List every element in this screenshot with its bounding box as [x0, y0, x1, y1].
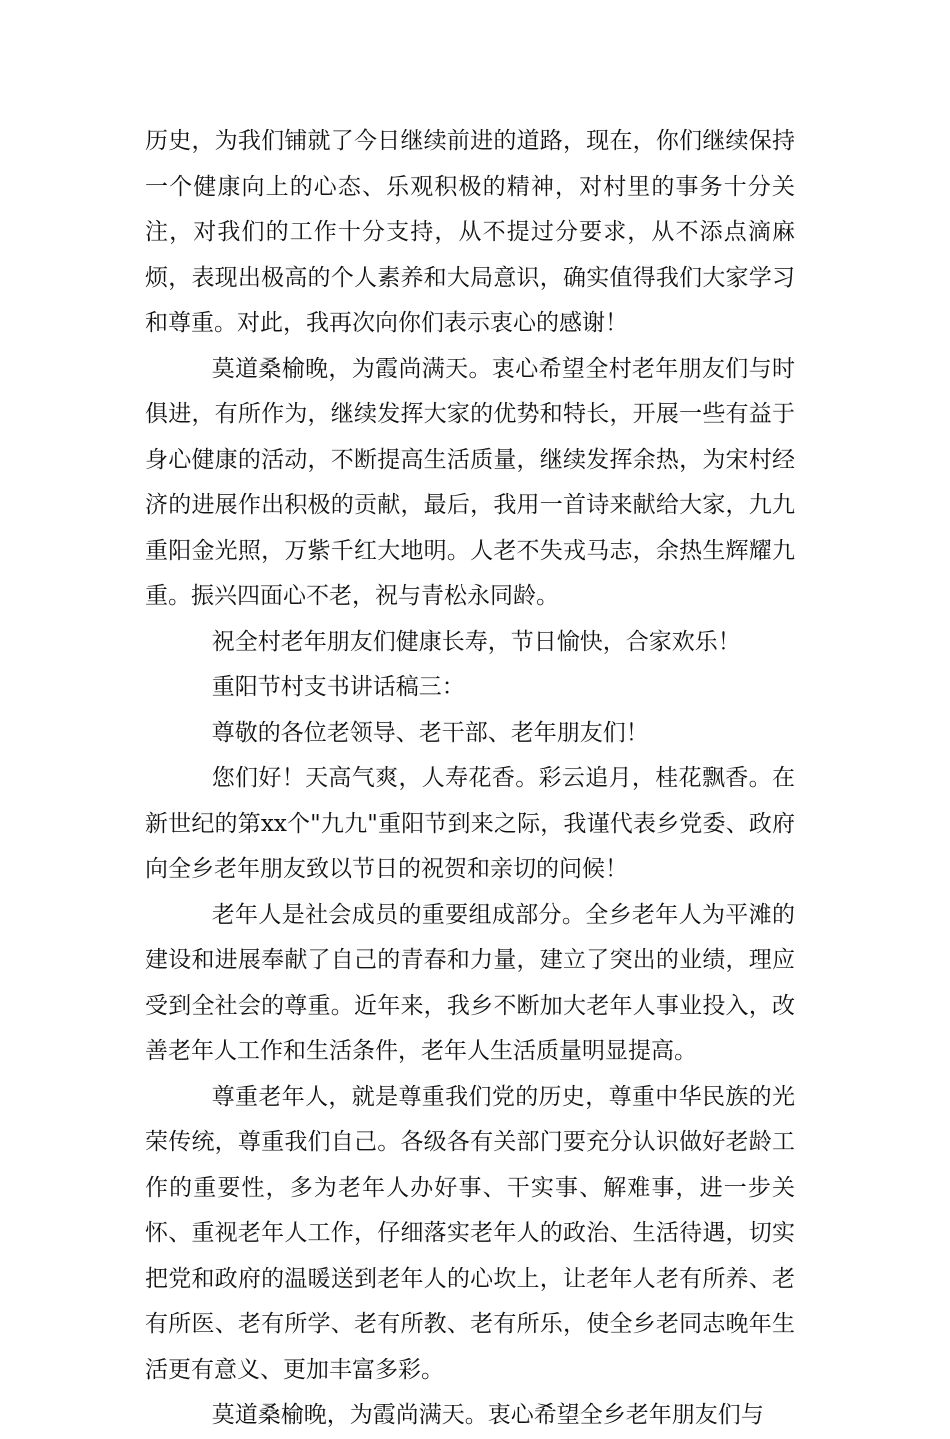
paragraph-elderly-contribution: 老年人是社会成员的重要组成部分。全乡老年人为平滩的建设和进展奉献了自己的青春和力量，建立了突出的业绩，理应受到全社会的尊重。近年来，我乡不断加大老年人事业投入，改善老年人工作和生活条件，老年人生活质量明显提高。: [145, 901, 795, 1064]
paragraph-village-wishes: 莫道桑榆晚，为霞尚满天。衷心希望全村老年朋友们与时俱进，有所作为，继续发挥大家的优势和特长，开展一些有益于身心健康的活动，不断提高生活质量，继续发挥余热，为宋村经济的进展作出积极的贡献，最后，我用一首诗来献给大家，九九重阳金光照，万紫千红大地明。人老不失戎马志，余热生辉耀九重。振兴四面心不老，祝与青松永同龄。: [145, 355, 795, 609]
paragraph-village-blessing: 祝全村老年朋友们健康长寿，节日愉快，合家欢乐！: [211, 628, 741, 655]
salutation: 尊敬的各位老领导、老干部、老年朋友们！: [211, 719, 649, 746]
paragraph-respect-elderly: 尊重老年人，就是尊重我们党的历史，尊重中华民族的光荣传统，尊重我们自己。各级各有关部门要充分认识做好老龄工作的重要性，多为老年人办好事、干实事、解难事，进一步关怀、重视老年人工作，仔细落实老年人的政治、生活待遇，切实把党和政府的温暖送到老年人的心坎上，让老年人老有所养、老有所医、老有所学、老有所教、老有所乐，使全乡老同志晚年生活更有意义、更加丰富多彩。: [145, 1083, 795, 1383]
section-heading-speech-three: 重阳节村支书讲话稿三：: [211, 674, 465, 700]
paragraph-greeting: 您们好！天高气爽，人寿花香。彩云追月，桂花飘香。在新世纪的第xx个"九九"重阳节到来之际，我谨代表乡党委、政府向全乡老年朋友致以节日的祝贺和亲切的问候！: [145, 765, 795, 882]
document-body: [145, 119, 795, 1439]
paragraph-continued-history: 历史，为我们铺就了今日继续前进的道路，现在，你们继续保持一个健康向上的心态、乐观积极的精神，对村里的事务十分关注，对我们的工作十分支持，从不提过分要求，从不添点滴麻烦，表现出极高的个人素养和大局意识，确实值得我们大家学习和尊重。对此，我再次向你们表示衷心的感谢！: [145, 128, 795, 336]
paragraph-township-wishes: 莫道桑榆晚，为霞尚满天。衷心希望全乡老年朋友们与: [211, 1402, 764, 1428]
